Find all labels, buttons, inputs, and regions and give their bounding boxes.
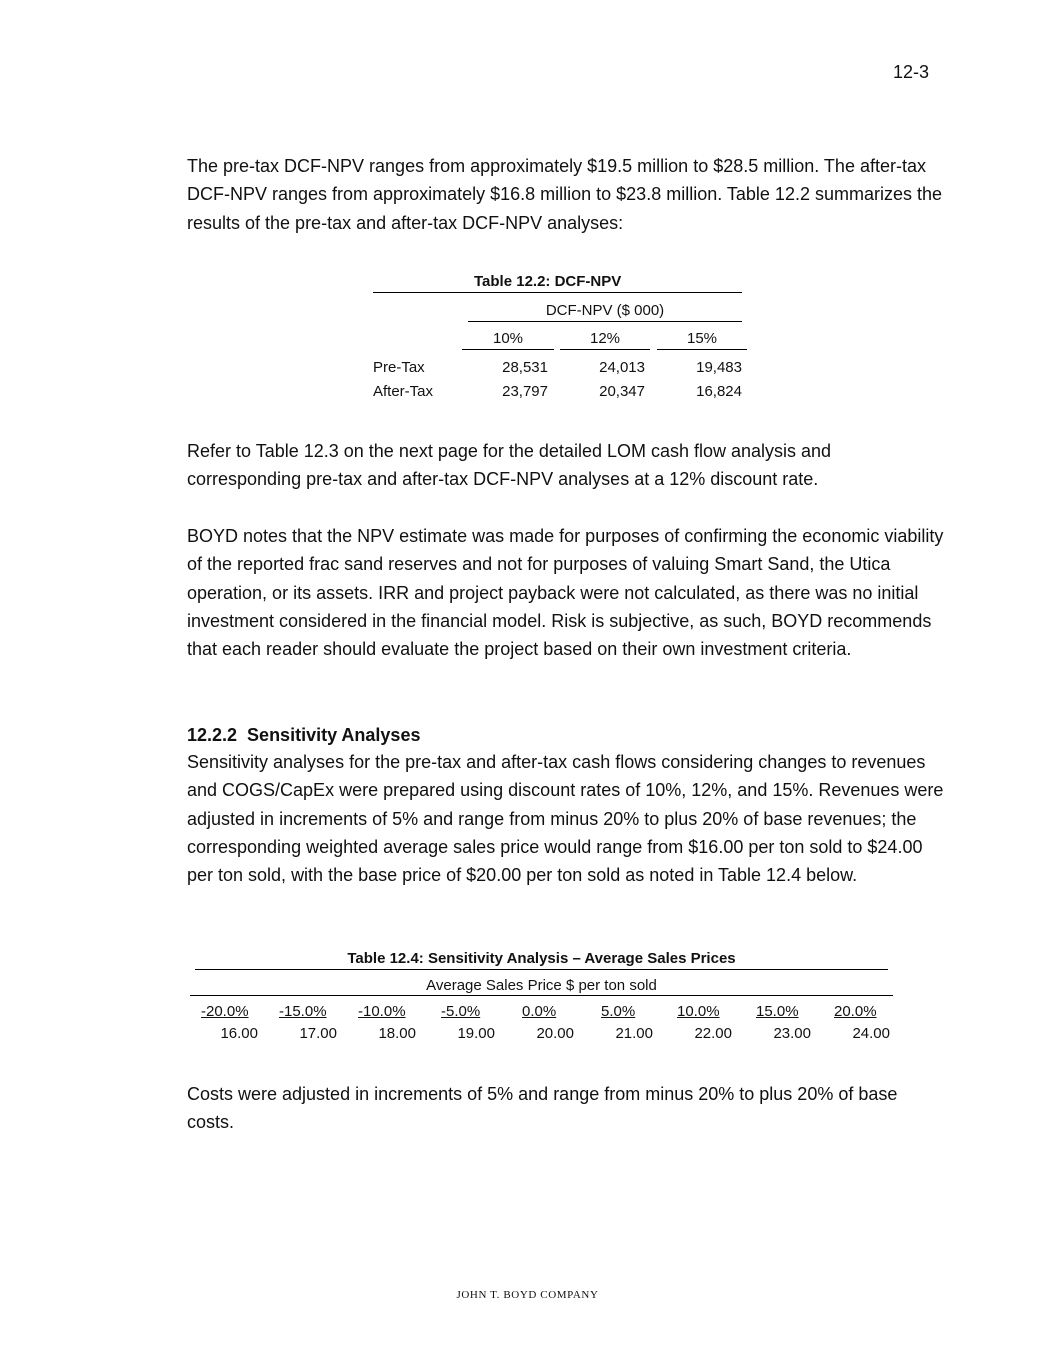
table-12-4-price: 19.00	[457, 1025, 495, 1042]
table-12-4-price: 20.00	[536, 1025, 574, 1042]
section-number: 12.2.2	[187, 725, 238, 745]
table-12-2-cell: 28,531	[502, 359, 548, 376]
table-12-4-percentage: 20.0%	[834, 1003, 877, 1020]
paragraph-npv-purpose: BOYD notes that the NPV estimate was made for purposes of confirming the economic viability of the reported frac sand reserves and not for purposes of valuing Smart Sand, the Utica operation, or its assets. IRR and project payback were not calculated, as there was no initial investment considered in the financial model. Risk is subjective, as such, BOYD recommends that each reader should evaluate the project based on their own investment criteria.	[187, 526, 944, 660]
table-12-4-percentage: -10.0%	[358, 1003, 406, 1020]
table-12-2-row-label: After-Tax	[373, 383, 434, 400]
page-number: 12-3	[893, 62, 930, 82]
table-12-4-percentage: 5.0%	[601, 1003, 636, 1020]
paragraph-table-12-3-reference: Refer to Table 12.3 on the next page for the detailed LOM cash flow analysis and corresponding pre-tax and after-tax DCF-NPV analyses at a 12% discount rate.	[187, 441, 832, 490]
table-12-2-cell: 16,824	[696, 383, 742, 400]
table-12-4-price: 17.00	[299, 1025, 337, 1042]
table-12-2-cell: 23,797	[502, 383, 548, 400]
table-12-2-cell: 20,347	[599, 383, 645, 400]
table-12-2-group-header: DCF-NPV ($ 000)	[468, 302, 742, 322]
table-12-4-price: 21.00	[615, 1025, 653, 1042]
table-12-4-percentage: 15.0%	[756, 1003, 799, 1020]
table-12-4-price: 18.00	[378, 1025, 416, 1042]
table-12-2-title	[373, 273, 742, 293]
section-title: Sensitivity Analyses	[247, 725, 421, 745]
table-12-2-title-text: Table 12.2: DCF-NPV	[474, 273, 622, 290]
paragraph-dcf-npv-summary: The pre-tax DCF-NPV ranges from approximately $19.5 million to $28.5 million. The after-tax DCF-NPV ranges from approximately $16.8 million to $23.8 million. Table 12.2 summarizes the results of the pre-tax and after-tax DCF-NPV analyses:	[187, 156, 942, 233]
paragraph-costs: Costs were adjusted in increments of 5% and range from minus 20% to plus 20% of base costs.	[187, 1084, 898, 1133]
table-12-4-percentage: -5.0%	[441, 1003, 481, 1020]
footer-company-name: JOHN T. BOYD COMPANY	[456, 1289, 599, 1301]
table-12-4-title: Table 12.4: Sensitivity Analysis – Average Sales Prices	[195, 950, 888, 970]
table-12-4-price: 22.00	[694, 1025, 732, 1042]
table-12-4-percentage: -20.0%	[201, 1003, 249, 1020]
table-12-2-col-header: 10%	[462, 330, 554, 350]
table-12-4-percentage: 10.0%	[677, 1003, 720, 1020]
table-12-4-percentage: 0.0%	[522, 1003, 557, 1020]
table-12-2-row-label: Pre-Tax	[373, 359, 425, 376]
table-12-2-cell: 24,013	[599, 359, 645, 376]
section-heading	[187, 722, 420, 748]
table-12-4-subheader: Average Sales Price $ per ton sold	[190, 977, 893, 996]
table-12-4-percentage: -15.0%	[279, 1003, 327, 1020]
table-12-2-cell: 19,483	[696, 359, 742, 376]
table-12-4-price: 24.00	[852, 1025, 890, 1042]
table-12-2-col-header: 12%	[560, 330, 650, 350]
table-12-4-price: 16.00	[220, 1025, 258, 1042]
table-12-2-col-header: 15%	[657, 330, 747, 350]
paragraph-sensitivity: Sensitivity analyses for the pre-tax and after-tax cash flows considering changes to revenues and COGS/CapEx were prepared using discount rates of 10%, 12%, and 15%. Revenues were adjusted in increments of 5% and range from minus 20% to plus 20% of base revenues; the corresponding weighted average sales price would range from $16.00 per ton sold to $24.00 per ton sold, with the base price of $20.00 per ton sold as noted in Table 12.4 below.	[187, 752, 944, 886]
table-12-4-price: 23.00	[773, 1025, 811, 1042]
